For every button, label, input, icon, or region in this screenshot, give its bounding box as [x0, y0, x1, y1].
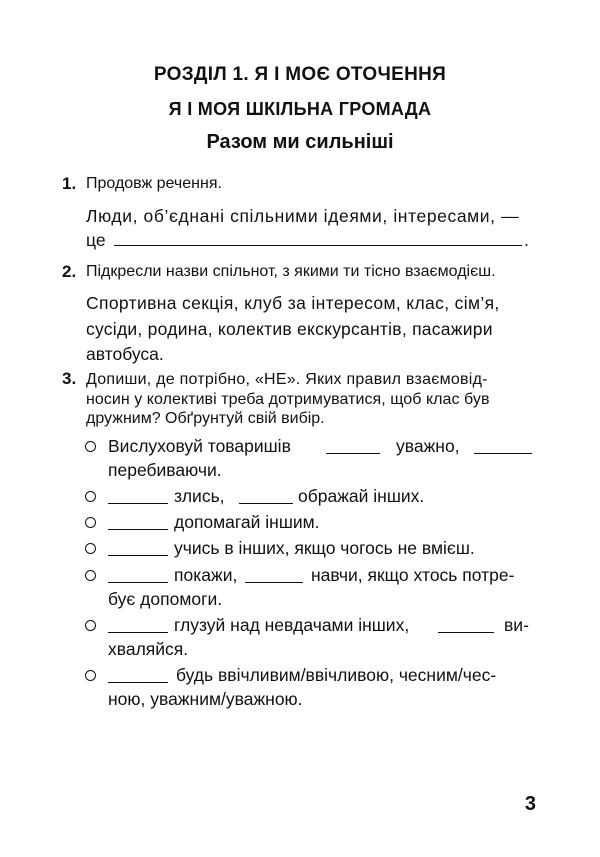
answer-blank[interactable]	[108, 681, 168, 683]
page-number: 3	[524, 793, 536, 815]
task1-period: .	[524, 230, 529, 250]
answer-blank[interactable]	[438, 631, 494, 633]
task2-line: Спортивна секція, клуб за інтересом, клас, сім’я,	[86, 293, 500, 313]
task2-instruction: Підкресли назви спільнот, з якими ти тісно взаємодієш.	[86, 263, 496, 280]
rule-text: ною, уважним/уважною.	[108, 689, 303, 709]
task3-instruction-line: Допиши, де потрібно, «НЕ». Яких правил взаємовід-	[86, 371, 488, 388]
rule-text: хваляйся.	[108, 639, 189, 659]
rule-text: покажи,	[174, 565, 238, 585]
section-title: РОЗДІЛ 1. Я І МОЄ ОТОЧЕННЯ	[153, 64, 447, 85]
task1-instruction: Продовж речення.	[86, 175, 222, 192]
rule-text: навчи, якщо хтось потре-	[311, 565, 515, 585]
answer-blank[interactable]	[108, 502, 168, 504]
answer-blank[interactable]	[108, 554, 168, 556]
checkbox-circle-icon[interactable]	[85, 670, 96, 681]
task3-instruction-line: носин у колективі треба дотримуватися, щоб клас був	[86, 391, 490, 408]
checkbox-circle-icon[interactable]	[85, 491, 96, 502]
rule-text: бує допомоги.	[108, 589, 223, 609]
answer-blank[interactable]	[245, 581, 303, 583]
answer-blank[interactable]	[326, 452, 380, 454]
rule-text: уважно,	[396, 436, 460, 456]
rule-text: злись,	[174, 486, 225, 506]
checkbox-circle-icon[interactable]	[85, 620, 96, 631]
rule-text: учись в інших, якщо чогось не вмієш.	[174, 538, 475, 558]
task3-instruction-line: дружним? Обґрунтуй свій вибір.	[86, 410, 325, 427]
task1-text-start: це	[86, 230, 106, 250]
checkbox-circle-icon[interactable]	[85, 517, 96, 528]
rule-text: Вислуховуй товаришів	[108, 436, 291, 456]
task3-number: 3.	[62, 369, 77, 388]
answer-blank[interactable]	[108, 631, 168, 633]
checkbox-circle-icon[interactable]	[85, 543, 96, 554]
rule-text: перебиваючи.	[108, 460, 222, 480]
rule-text: допомагай іншим.	[174, 512, 320, 532]
topic-title: Я І МОЯ ШКІЛЬНА ГРОМАДА	[168, 99, 432, 119]
lesson-title: Разом ми сильніші	[206, 131, 394, 153]
task2-number: 2.	[62, 262, 77, 281]
answer-blank[interactable]	[108, 581, 168, 583]
rule-text: ви-	[504, 615, 529, 635]
checkbox-circle-icon[interactable]	[85, 570, 96, 581]
checkbox-circle-icon[interactable]	[85, 441, 96, 452]
rule-text: ображай інших.	[298, 486, 425, 506]
answer-blank[interactable]	[474, 452, 532, 454]
task1-number: 1.	[62, 174, 77, 193]
task1-answer-blank[interactable]	[114, 245, 522, 246]
task1-text-line: Люди, об’єднані спільними ідеями, інтересами, —	[86, 206, 520, 226]
rule-text: глузуй над невдачами інших,	[174, 615, 410, 635]
answer-blank[interactable]	[239, 502, 293, 504]
answer-blank[interactable]	[108, 528, 168, 530]
rule-text: будь ввічливим/ввічливою, чесним/чес-	[176, 665, 497, 685]
task2-line: сусіди, родина, колектив екскурсантів, пасажири	[86, 319, 493, 339]
task2-line: автобуса.	[86, 344, 164, 364]
